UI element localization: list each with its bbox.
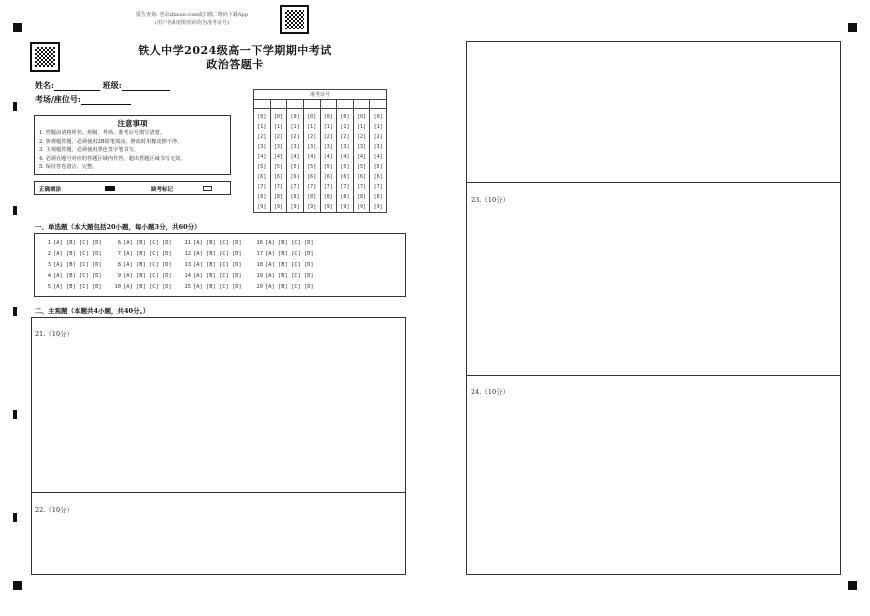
exam-id-bubble[interactable]: [2] (273, 134, 283, 140)
question-choice-row[interactable] (43, 240, 102, 246)
exam-id-bubble[interactable]: [7] (323, 184, 333, 190)
name-label: 姓名: (35, 80, 54, 90)
choice-options[interactable]: [A] [B] [C] [D] (123, 284, 172, 290)
question-number: 6 (117, 240, 121, 246)
question-choice-row[interactable] (43, 251, 102, 257)
exam-id-digit-column[interactable] (254, 109, 271, 213)
exam-id-bubble[interactable]: [7] (340, 184, 350, 190)
question-label-q22: 22.（10分） (35, 506, 74, 514)
choice-options[interactable]: [A] [B] [C] [D] (53, 262, 102, 268)
exam-id-bubble[interactable]: [8] (323, 194, 333, 200)
choice-options[interactable]: [A] [B] [C] [D] (53, 240, 102, 246)
missing-mark-box[interactable] (203, 186, 212, 191)
exam-id-bubble[interactable]: [6] (357, 174, 367, 180)
exam-id-bubble[interactable]: [9] (273, 204, 283, 210)
section1-title: 一、单选题（本大题包括20小题，每小题3分，共60分） (35, 223, 201, 231)
exam-id-bubble[interactable]: [4] (340, 154, 350, 160)
question-choice-row[interactable] (183, 240, 242, 246)
class-label: 班级: (102, 80, 122, 90)
exam-id-bubble[interactable]: [2] (290, 134, 300, 140)
exam-id-bubble[interactable]: [6] (257, 174, 267, 180)
choice-options[interactable]: [A] [B] [C] [D] (123, 262, 172, 268)
question-choice-row[interactable] (183, 284, 242, 290)
name-field[interactable] (35, 80, 170, 91)
exam-id-write-cell[interactable] (270, 100, 287, 109)
exam-id-bubble[interactable]: [8] (257, 194, 267, 200)
choice-options[interactable]: [A] [B] [C] [D] (53, 284, 102, 290)
exam-id-bubble[interactable]: [8] (357, 194, 367, 200)
question-label-q21: 21.（10分） (35, 330, 74, 338)
room-seat-field[interactable] (35, 94, 131, 105)
exam-id-bubble[interactable]: [8] (273, 194, 283, 200)
exam-id-bubble[interactable]: [0] (307, 114, 317, 120)
question-number: 7 (117, 251, 121, 257)
exam-id-bubble[interactable]: [7] (257, 184, 267, 190)
exam-id-bubble[interactable]: [5] (323, 164, 333, 170)
question-choice-row[interactable] (113, 262, 172, 268)
exam-id-bubble[interactable]: [1] (323, 124, 333, 130)
exam-id-bubble[interactable]: [1] (357, 124, 367, 130)
exam-id-bubble[interactable]: [6] (273, 174, 283, 180)
exam-id-bubble[interactable]: [3] (307, 144, 317, 150)
choice-options[interactable]: [A] [B] [C] [D] (265, 284, 314, 290)
exam-id-bubble[interactable]: [0] (373, 114, 383, 120)
exam-id-bubble[interactable]: [4] (323, 154, 333, 160)
exam-id-bubble[interactable]: [7] (290, 184, 300, 190)
question-number: 13 (184, 262, 191, 268)
notice-item: 2. 客观题答题，必须使用2B铅笔填涂，修改时用橡皮擦干净。 (39, 138, 183, 145)
exam-id-bubble[interactable]: [0] (340, 114, 350, 120)
question-number: 5 (47, 284, 51, 290)
question-choice-row[interactable] (113, 273, 172, 279)
answer-area-q22[interactable] (31, 492, 406, 575)
timing-mark (13, 307, 17, 316)
exam-id-bubble[interactable]: [5] (273, 164, 283, 170)
exam-id-bubble[interactable]: [2] (340, 134, 350, 140)
question-choice-row[interactable] (43, 262, 102, 268)
qr-code-icon (280, 5, 309, 34)
fill-example-box (34, 181, 231, 195)
choice-options[interactable]: [A] [B] [C] [D] (193, 273, 242, 279)
exam-id-write-cell[interactable] (254, 100, 271, 109)
correct-fill-label: 正确填涂 (39, 187, 62, 193)
choice-options[interactable]: [A] [B] [C] [D] (265, 251, 314, 257)
exam-id-bubble[interactable]: [7] (373, 184, 383, 190)
question-number: 18 (256, 262, 263, 268)
exam-id-write-cell[interactable] (303, 100, 320, 109)
exam-id-bubble[interactable]: [9] (307, 204, 317, 210)
question-number: 1 (47, 240, 51, 246)
choice-options[interactable]: [A] [B] [C] [D] (193, 262, 242, 268)
question-choice-row[interactable] (255, 251, 314, 257)
exam-id-write-cell[interactable] (353, 100, 370, 109)
choice-options[interactable]: [A] [B] [C] [D] (123, 240, 172, 246)
exam-id-bubble[interactable]: [4] (373, 154, 383, 160)
exam-id-bubble[interactable]: [0] (290, 114, 300, 120)
exam-id-bubble[interactable]: [9] (257, 204, 267, 210)
exam-id-bubble[interactable]: [9] (323, 204, 333, 210)
timing-mark (13, 410, 17, 419)
report-query-text: 报告查询: 登录zhixue.com或扫描二维码下载App (136, 12, 248, 18)
question-choice-row[interactable] (43, 284, 102, 290)
exam-id-bubble[interactable]: [5] (357, 164, 367, 170)
choice-options[interactable]: [A] [B] [C] [D] (265, 273, 314, 279)
notice-box (34, 115, 231, 175)
exam-id-bubble[interactable]: [3] (257, 144, 267, 150)
exam-id-bubble[interactable]: [3] (340, 144, 350, 150)
exam-id-bubble[interactable]: [3] (357, 144, 367, 150)
exam-id-bubble[interactable]: [4] (357, 154, 367, 160)
exam-id-bubble[interactable]: [9] (290, 204, 300, 210)
room-seat-label: 考场/座位号: (35, 94, 81, 104)
answer-area-q23[interactable] (466, 182, 841, 376)
exam-id-bubble[interactable]: [1] (273, 124, 283, 130)
exam-id-bubble[interactable]: [4] (257, 154, 267, 160)
question-number: 15 (184, 284, 191, 290)
exam-id-bubble[interactable]: [6] (340, 174, 350, 180)
exam-id-bubble[interactable]: [5] (340, 164, 350, 170)
exam-id-digit-column[interactable] (353, 109, 370, 213)
notice-title: 注意事项 (117, 119, 148, 128)
exam-id-bubble[interactable]: [6] (323, 174, 333, 180)
choice-options[interactable]: [A] [B] [C] [D] (53, 251, 102, 257)
exam-id-bubble[interactable]: [0] (257, 114, 267, 120)
exam-id-bubble[interactable]: [3] (323, 144, 333, 150)
timing-mark (13, 513, 17, 522)
exam-id-bubble[interactable]: [1] (307, 124, 317, 130)
question-choice-row[interactable] (255, 240, 314, 246)
question-number: 17 (256, 251, 263, 257)
question-number: 14 (184, 273, 191, 279)
timing-mark (13, 581, 22, 590)
timing-mark (13, 23, 22, 32)
exam-id-bubble[interactable]: [1] (373, 124, 383, 130)
exam-id-bubble[interactable]: [6] (290, 174, 300, 180)
question-number: 2 (47, 251, 51, 257)
question-number: 20 (256, 284, 263, 290)
exam-id-bubble[interactable]: [9] (357, 204, 367, 210)
notice-item: 1. 答题前请将姓名、班级、考场、准考证号填写清楚。 (39, 130, 165, 136)
exam-id-bubble[interactable]: [1] (290, 124, 300, 130)
answer-area-q24[interactable] (466, 375, 841, 575)
exam-id-bubble[interactable]: [8] (373, 194, 383, 200)
exam-id-bubble[interactable]: [1] (257, 124, 267, 130)
exam-id-bubble[interactable]: [3] (273, 144, 283, 150)
choice-options[interactable]: [A] [B] [C] [D] (123, 251, 172, 257)
exam-id-bubble[interactable]: [6] (373, 174, 383, 180)
exam-id-bubble[interactable]: [8] (340, 194, 350, 200)
timing-mark (13, 102, 17, 111)
question-choice-row[interactable] (255, 284, 314, 290)
answer-area-q21[interactable] (31, 317, 406, 493)
exam-id-bubble[interactable]: [6] (307, 174, 317, 180)
question-number: 12 (184, 251, 191, 257)
exam-id-digit-column[interactable] (303, 109, 320, 213)
login-hint-text: (用户名和初始密码均为准考证号) (155, 20, 229, 26)
choice-options[interactable]: [A] [B] [C] [D] (123, 273, 172, 279)
question-number: 11 (184, 240, 191, 246)
exam-id-bubble[interactable]: [7] (273, 184, 283, 190)
question-choice-row[interactable] (183, 262, 242, 268)
exam-id-bubble[interactable]: [4] (307, 154, 317, 160)
exam-id-write-cell[interactable] (320, 100, 337, 109)
choice-options[interactable]: [A] [B] [C] [D] (193, 284, 242, 290)
section2-title: 二、主观题（本题共4小题，共40分。） (35, 307, 150, 315)
page-subtitle: 政治答题卡 (206, 58, 264, 71)
exam-id-write-cell[interactable] (287, 100, 304, 109)
timing-mark (848, 581, 857, 590)
timing-mark (848, 23, 857, 32)
exam-id-digit-column[interactable] (337, 109, 354, 213)
exam-id-grid (253, 89, 387, 213)
exam-id-bubble[interactable]: [4] (273, 154, 283, 160)
exam-id-bubble[interactable]: [2] (307, 134, 317, 140)
exam-id-bubble[interactable]: [0] (357, 114, 367, 120)
question-label-q24: 24.（10分） (471, 388, 510, 396)
choice-options[interactable]: [A] [B] [C] [D] (53, 273, 102, 279)
exam-id-bubble[interactable]: [2] (373, 134, 383, 140)
notice-item: 4. 必须在题号对应的答题区域内作答，超出答题区域书写无效。 (39, 155, 186, 162)
question-choice-row[interactable] (43, 273, 102, 279)
exam-id-bubble[interactable]: [1] (340, 124, 350, 130)
exam-id-bubble[interactable]: [2] (323, 134, 333, 140)
exam-id-bubble[interactable]: [3] (290, 144, 300, 150)
exam-id-digit-column[interactable] (287, 109, 304, 213)
exam-id-bubble[interactable]: [8] (307, 194, 317, 200)
question-number: 10 (114, 284, 121, 290)
page-title: 铁人中学2024级高一下学期期中考试 (138, 44, 332, 57)
question-number: 8 (117, 262, 121, 268)
exam-id-bubble[interactable]: [2] (357, 134, 367, 140)
exam-id-bubble[interactable]: [4] (290, 154, 300, 160)
exam-id-header: 准考证号 (254, 90, 387, 100)
exam-id-bubble[interactable]: [0] (273, 114, 283, 120)
choice-options[interactable]: [A] [B] [C] [D] (265, 240, 314, 246)
exam-id-bubble[interactable]: [8] (290, 194, 300, 200)
exam-id-bubble[interactable]: [9] (373, 204, 383, 210)
question-choice-row[interactable] (113, 240, 172, 246)
question-choice-row[interactable] (183, 273, 242, 279)
choice-options[interactable]: [A] [B] [C] [D] (265, 262, 314, 268)
question-choice-row[interactable] (255, 273, 314, 279)
timing-mark (13, 206, 17, 215)
exam-id-bubble[interactable]: [5] (373, 164, 383, 170)
exam-id-bubble[interactable]: [2] (257, 134, 267, 140)
exam-id-bubble[interactable]: [5] (290, 164, 300, 170)
missing-mark-label: 缺考标记 (151, 187, 174, 193)
exam-id-write-cell[interactable] (370, 100, 387, 109)
question-choice-row[interactable] (255, 262, 314, 268)
question-number: 19 (256, 273, 263, 279)
choice-options[interactable]: [A] [B] [C] [D] (193, 251, 242, 257)
choice-options[interactable]: [A] [B] [C] [D] (193, 240, 242, 246)
notice-item: 5. 保持答卷清洁、完整。 (39, 164, 98, 171)
question-choice-row[interactable] (113, 251, 172, 257)
exam-id-digit-column[interactable] (270, 109, 287, 213)
question-number: 16 (256, 240, 263, 246)
notice-item: 3. 主观题答题，必须使用黑色签字笔书写。 (39, 147, 139, 154)
exam-id-bubble[interactable]: [7] (357, 184, 367, 190)
exam-id-bubble[interactable]: [9] (340, 204, 350, 210)
exam-id-write-cell[interactable] (337, 100, 354, 109)
exam-id-bubble[interactable]: [5] (307, 164, 317, 170)
correct-fill-sample (105, 186, 115, 191)
exam-id-bubble[interactable]: [7] (307, 184, 317, 190)
exam-id-digit-column[interactable] (320, 109, 337, 213)
exam-id-bubble[interactable]: [0] (323, 114, 333, 120)
question-number: 4 (47, 273, 51, 279)
single-choice-box (34, 233, 406, 297)
question-choice-row[interactable] (183, 251, 242, 257)
exam-id-bubble[interactable]: [5] (257, 164, 267, 170)
exam-id-bubble[interactable]: [3] (373, 144, 383, 150)
question-choice-row[interactable] (113, 284, 172, 290)
exam-id-digit-column[interactable] (370, 109, 387, 213)
qr-code-icon (30, 42, 60, 72)
answer-area-continued[interactable] (466, 41, 841, 183)
question-number: 9 (117, 273, 121, 279)
question-number: 3 (47, 262, 51, 268)
question-label-q23: 23.（10分） (471, 196, 510, 204)
